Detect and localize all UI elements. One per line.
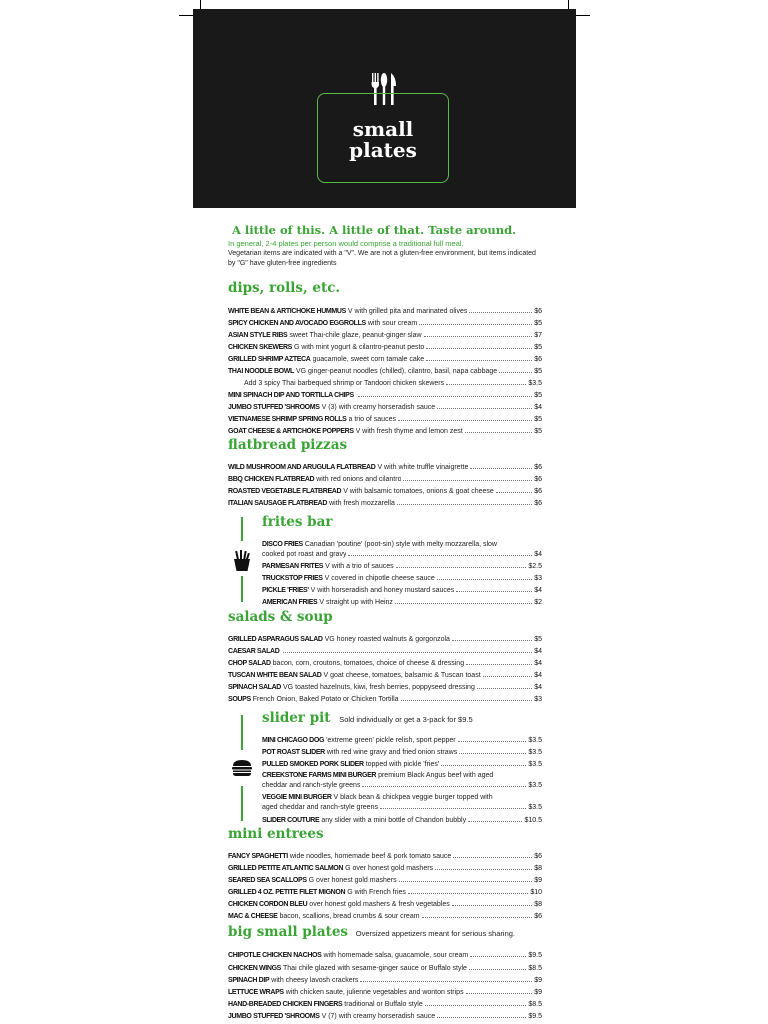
section-title-slider [262, 710, 473, 726]
leader-dots [396, 561, 527, 568]
menu-item-name: TRUCKSTOP FRIES [262, 575, 323, 582]
menu-item [228, 498, 542, 508]
leader-dots [360, 975, 532, 982]
leader-dots [408, 887, 528, 894]
menu-item-name: CAESAR SALAD [228, 648, 280, 655]
menu-item [262, 573, 542, 583]
menu-item-name: SPINACH SALAD [228, 684, 282, 691]
section-title-frites: frites bar [262, 514, 333, 530]
menu-item-line [262, 793, 493, 802]
menu-item-price: $9 [534, 977, 542, 984]
leader-dots [483, 670, 533, 677]
menu-item-desc: V with a trio of sauces [325, 563, 394, 570]
menu-item [228, 366, 542, 376]
menu-item-price: $6 [534, 500, 542, 507]
menu-item-price: $5 [534, 392, 542, 399]
menu-item-price: $5 [534, 320, 542, 327]
menu-item-name: THAI NOODLE BOWL [228, 368, 294, 375]
leader-dots [466, 987, 533, 994]
leader-dots [470, 462, 532, 469]
menu-item-name: GRILLED 4 OZ. PETITE FILET MIGNON [228, 889, 346, 896]
menu-item-desc: with red wine gravy and fried onion straws [326, 749, 458, 756]
menu-item [228, 1011, 542, 1021]
menu-item-desc: over honest gold mashers & fresh vegetables [309, 901, 450, 908]
menu-item-price: $3.5 [528, 737, 542, 744]
menu-item-price: $4 [534, 684, 542, 691]
leader-dots [470, 950, 526, 957]
menu-item-price: $8 [534, 901, 542, 908]
menu-item-desc: V with horseradish and honey mustard sauces [310, 587, 455, 594]
menu-item-name: CHICKEN CORDON BLEU [228, 901, 308, 908]
leader-dots [496, 486, 532, 493]
menu-item [262, 597, 542, 607]
leader-dots [422, 911, 533, 918]
menu-item-name: JUMBO STUFFED 'SHROOMS [228, 1013, 320, 1020]
menu-item [228, 950, 542, 960]
logo-frame [317, 93, 449, 183]
big-title-text: big small plates [228, 924, 349, 940]
leader-dots [465, 426, 533, 433]
leader-dots [419, 318, 532, 325]
menu-item-desc: with sour cream [367, 320, 418, 327]
menu-item [228, 390, 542, 400]
leader-dots [399, 875, 533, 882]
leader-dots [469, 963, 526, 970]
menu-item-name: MAC & CHEESE [228, 913, 278, 920]
frites-side-bar-bottom [241, 576, 243, 602]
slider-title-text: slider pit [262, 710, 331, 726]
leader-dots [283, 646, 532, 653]
leader-dots [435, 863, 532, 870]
leader-dots [456, 585, 532, 592]
menu-item-price: $10.5 [524, 817, 542, 824]
menu-item-name: SEARED SEA SCALLOPS [228, 877, 307, 884]
menu-item-desc-cont: aged cheddar and ranch-style greens [262, 804, 378, 811]
menu-item-desc: guacamole, sweet corn tamale cake [312, 356, 425, 363]
menu-item-name: SPICY CHICKEN AND AVOCADO EGGROLLS [228, 320, 366, 327]
menu-item-price: $3.5 [528, 749, 542, 756]
menu-item-name: ASIAN STYLE RIBS [228, 332, 288, 339]
menu-item-price: $3 [534, 696, 542, 703]
menu-item-desc: V straight up with Heinz [319, 599, 393, 606]
menu-item-price: $6 [534, 356, 542, 363]
menu-item-desc: VG ginger-peanut noodles (chilled), cilantro, basil, napa cabbage [295, 368, 498, 375]
menu-item-desc: V black bean & chickpea veggie burger topped with [331, 794, 493, 801]
menu-item-price: $5 [534, 428, 542, 435]
menu-item [228, 911, 542, 921]
menu-item [228, 899, 542, 909]
menu-item [262, 585, 542, 595]
menu-item-name: POT ROAST SLIDER [262, 749, 325, 756]
menu-item-desc: with cheesy lavosh crackers [271, 977, 359, 984]
menu-item [228, 634, 542, 644]
leader-dots [358, 390, 532, 397]
menu-item [228, 486, 542, 496]
menu-item-name: WHITE BEAN & ARTICHOKE HUMMUS [228, 308, 346, 315]
menu-item-price: $4 [534, 587, 542, 594]
menu-item-name: CHOP SALAD [228, 660, 271, 667]
menu-item [262, 549, 542, 559]
menu-item-name: PULLED SMOKED PORK SLIDER [262, 761, 364, 768]
menu-item-name: CHICKEN WINGS [228, 965, 282, 972]
menu-item-desc: VG toasted hazelnuts, kiwi, fresh berries, poppyseed dressing [283, 684, 475, 691]
menu-item-desc: V (3) with creamy horseradish sauce [321, 404, 436, 411]
crop-mark-top-right-h [576, 15, 590, 16]
menu-item-name: TUSCAN WHITE BEAN SALAD [228, 672, 322, 679]
menu-item-price: $6 [534, 476, 542, 483]
menu-item [262, 802, 542, 812]
menu-item-desc: VG honey roasted walnuts & gorgonzola [324, 636, 450, 643]
menu-item [228, 402, 542, 412]
menu-item [262, 815, 542, 825]
menu-item [228, 414, 542, 424]
menu-item-name: GRILLED ASPARAGUS SALAD [228, 636, 323, 643]
menu-item [228, 658, 542, 668]
menu-item-desc: V with grilled pita and marinated olives [347, 308, 468, 315]
menu-item-name: ITALIAN SAUSAGE FLATBREAD [228, 500, 328, 507]
menu-item-desc: Canadian 'poutine' (poot-sin) style with melty mozzarella, slow [302, 541, 497, 548]
menu-item [228, 670, 542, 680]
menu-item-price: $5 [534, 416, 542, 423]
menu-item-desc-cont: cheddar and ranch-style greens [262, 782, 361, 789]
menu-item-price: $4 [534, 404, 542, 411]
menu-item [228, 306, 542, 316]
menu-item [262, 747, 542, 757]
menu-item-price: $3.5 [528, 782, 542, 789]
menu-item [228, 474, 542, 484]
menu-item [228, 975, 542, 985]
menu-item-price: $5 [534, 368, 542, 375]
menu-item [228, 342, 542, 352]
menu-item-name: DISCO FRIES [262, 541, 303, 548]
menu-item [228, 694, 542, 704]
menu-item-price: $6 [534, 308, 542, 315]
leader-dots [441, 759, 526, 766]
section-title-salads: salads & soup [228, 609, 333, 625]
leader-dots [362, 780, 526, 787]
menu-item-line [262, 771, 493, 780]
menu-item-price: $10 [530, 889, 542, 896]
menu-item-desc-cont: cooked pot roast and gravy [262, 551, 347, 558]
menu-item-price: $8.5 [528, 1001, 542, 1008]
menu-item [228, 354, 542, 364]
menu-item [262, 759, 542, 769]
leader-dots [403, 474, 532, 481]
menu-item-name: BBQ CHICKEN FLATBREAD [228, 476, 315, 483]
menu-item-price: $8.5 [528, 965, 542, 972]
menu-item-desc: V with balsamic tomatoes, onions & goat cheese [343, 488, 494, 495]
menu-item [228, 875, 542, 885]
menu-item [228, 863, 542, 873]
menu-item [228, 963, 542, 973]
menu-item-desc: Thai chile glazed with sesame-ginger sauce or Buffalo style [283, 965, 467, 972]
leader-dots [452, 634, 532, 641]
menu-item-price: $3.5 [528, 804, 542, 811]
leader-dots [452, 899, 532, 906]
menu-item-desc: any slider with a mini bottle of Chandon bubbly [321, 817, 467, 824]
section-title-big [228, 924, 515, 940]
menu-item-price: $4 [534, 660, 542, 667]
menu-item-desc: a trio of sauces [348, 416, 396, 423]
menu-item-desc: with chicken saute, julienne vegetables and wonton strips [285, 989, 464, 996]
leader-dots [477, 682, 532, 689]
slider-side-bar-bottom [241, 786, 243, 821]
menu-item [262, 561, 542, 571]
menu-item-name: LETTUCE WRAPS [228, 989, 284, 996]
section-title-flatbread: flatbread pizzas [228, 437, 348, 453]
menu-item-name: SLIDER COUTURE [262, 817, 320, 824]
menu-item-desc: with fresh mozzarella [329, 500, 395, 507]
menu-item [262, 780, 542, 790]
leader-dots [380, 802, 526, 809]
menu-item-price: $5 [534, 344, 542, 351]
menu-item-desc: G with mint yogurt & cilantro-peanut pesto [293, 344, 425, 351]
menu-item-price: $6 [534, 488, 542, 495]
menu-item-price: $6 [534, 853, 542, 860]
leader-dots [348, 549, 532, 556]
menu-item [262, 735, 542, 745]
menu-item [228, 682, 542, 692]
addon-price: $3.5 [528, 380, 542, 387]
addon-desc: Add 3 spicy Thai barbequed shrimp or Tandoori chicken skewers [244, 380, 445, 387]
leader-dots [397, 498, 532, 505]
menu-item-desc: V (7) with creamy horseradish sauce [321, 1013, 436, 1020]
menu-item-name: GOAT CHEESE & ARTICHOKE POPPERS [228, 428, 354, 435]
menu-item [228, 462, 542, 472]
menu-item [228, 987, 542, 997]
menu-item [228, 851, 542, 861]
menu-item-price: $6 [534, 913, 542, 920]
menu-item-price: $4 [534, 551, 542, 558]
leader-dots [426, 342, 532, 349]
menu-addon [244, 378, 542, 388]
leader-dots [424, 330, 533, 337]
menu-item-line [262, 540, 497, 549]
leader-dots [437, 573, 532, 580]
menu-item-desc: sweet Thai-chile glaze, peanut-ginger slaw [289, 332, 422, 339]
section-title-mini: mini entrees [228, 826, 324, 842]
menu-item-name: VEGGIE MINI BURGER [262, 794, 332, 801]
menu-item-price: $3 [534, 575, 542, 582]
leader-dots [395, 597, 532, 604]
big-note: Oversized appetizers meant for serious sharing. [355, 929, 515, 938]
menu-item-price: $2.5 [528, 563, 542, 570]
menu-item [228, 426, 542, 436]
menu-item-desc: V goat cheese, tomatoes, balsamic & Tuscan toast [323, 672, 481, 679]
crop-mark-top-left-v [200, 0, 201, 9]
frites-side-bar-top [241, 517, 243, 541]
menu-item-name: PARMESAN FRITES [262, 563, 324, 570]
leader-dots [466, 658, 532, 665]
menu-item-price: $3.5 [528, 761, 542, 768]
menu-item-name: SOUPS [228, 696, 251, 703]
burger-icon [232, 760, 252, 776]
crop-mark-top-left-h [179, 15, 193, 16]
menu-item [228, 318, 542, 328]
menu-item-desc: topped with pickle 'fries' [365, 761, 440, 768]
leader-dots [426, 354, 532, 361]
leader-dots [398, 414, 532, 421]
menu-item-desc: French Onion, Baked Potato or Chicken Tortilla [252, 696, 399, 703]
menu-header [193, 9, 576, 208]
tagline: A little of this. A little of that. Taste around. [232, 223, 517, 237]
menu-item-name: JUMBO STUFFED 'SHROOMS [228, 404, 320, 411]
menu-item-name: GRILLED PETITE ATLANTIC SALMON [228, 865, 344, 872]
menu-item-name: MINI SPINACH DIP AND TORTILLA CHIPS [228, 392, 354, 399]
menu-item-price: $9 [534, 989, 542, 996]
menu-item-desc: bacon, corn, croutons, tomatoes, choice of cheese & dressing [272, 660, 465, 667]
menu-item-desc: bacon, scallions, bread crumbs & sour cream [279, 913, 420, 920]
menu-item-name: AMERICAN FRIES [262, 599, 318, 606]
fries-icon [231, 550, 253, 572]
menu-item-desc: G over honest gold mashers [308, 877, 397, 884]
menu-item-price: $6 [534, 464, 542, 471]
leader-dots [459, 747, 526, 754]
crop-mark-top-right-v [568, 0, 569, 9]
menu-item-price: $9.5 [528, 1013, 542, 1020]
slider-note: Sold individually or get a 3-pack for $9.5 [339, 715, 473, 724]
logo-wordmark [318, 119, 448, 161]
menu-item-name: VIETNAMESE SHRIMP SPRING ROLLS [228, 416, 347, 423]
menu-item-desc: 'extreme green' pickle relish, sport pepper [326, 737, 456, 744]
leader-dots [425, 999, 527, 1006]
menu-item-name: CHICKEN SKEWERS [228, 344, 292, 351]
menu-item-name: FANCY SPAGHETTI [228, 853, 288, 860]
menu-item-price: $9 [534, 877, 542, 884]
leader-dots [401, 694, 533, 701]
menu-item-name: HAND-BREADED CHICKEN FINGERS [228, 1001, 343, 1008]
menu-item-price: $7 [534, 332, 542, 339]
menu-item-name: CREEKSTONE FARMS MINI BURGER [262, 772, 377, 779]
section-title-dips: dips, rolls, etc. [228, 280, 341, 296]
menu-item [228, 646, 542, 656]
menu-item-desc: premium Black Angus beef with aged [376, 772, 494, 779]
menu-item-price: $5 [534, 636, 542, 643]
leader-dots [458, 735, 527, 742]
menu-item-desc: with homemade salsa, guacamole, sour cream [323, 952, 469, 959]
menu-item [228, 330, 542, 340]
intro [228, 223, 544, 268]
menu-item-desc: G over honest gold mashers [345, 865, 434, 872]
menu-item-name: PICKLE 'FRIES' [262, 587, 309, 594]
menu-item-price: $4 [534, 672, 542, 679]
vegetarian-note: Vegetarian items are indicated with a "V". We are not a gluten-free environment, but items indicated by "G" have gluten-free ingredients [228, 250, 536, 267]
menu-item-desc: G with French fries [347, 889, 406, 896]
logo-line-1: small [352, 117, 414, 141]
menu-item-price: $4 [534, 648, 542, 655]
leader-dots [437, 1011, 526, 1018]
menu-item-name: SPINACH DIP [228, 977, 270, 984]
menu-item-name: MINI CHICAGO DOG [262, 737, 325, 744]
subtagline: In general, 2-4 plates per person would comprise a traditional full meal. [228, 239, 464, 248]
menu-item-desc: with red onions and cilantro [316, 476, 402, 483]
menu-item-desc: V with white truffle vinaigrette [377, 464, 469, 471]
slider-side-bar-top [241, 715, 243, 750]
menu-item-price: $2 [534, 599, 542, 606]
menu-item-price: $9.5 [528, 952, 542, 959]
menu-item-name: ROASTED VEGETABLE FLATBREAD [228, 488, 342, 495]
leader-dots [499, 366, 532, 373]
menu-item-desc: V with fresh thyme and lemon zest [355, 428, 463, 435]
leader-dots [437, 402, 532, 409]
menu-item-desc: V covered in chipotle cheese sauce [324, 575, 435, 582]
leader-dots [446, 378, 526, 385]
leader-dots [469, 306, 532, 313]
leader-dots [453, 851, 532, 858]
menu-item [228, 887, 542, 897]
menu-item-price: $8 [534, 865, 542, 872]
menu-item-name: GRILLED SHRIMP AZTECA [228, 356, 311, 363]
menu-item-desc: wide noodles, homemade beef & pork tomato sauce [289, 853, 452, 860]
menu-item-name: CHIPOTLE CHICKEN NACHOS [228, 952, 322, 959]
menu-item-name: WILD MUSHROOM AND ARUGULA FLATBREAD [228, 464, 376, 471]
leader-dots [468, 815, 522, 822]
logo-line-2: plates [349, 138, 417, 162]
menu-item [228, 999, 542, 1009]
menu-item-desc: traditional or Buffalo style [344, 1001, 423, 1008]
